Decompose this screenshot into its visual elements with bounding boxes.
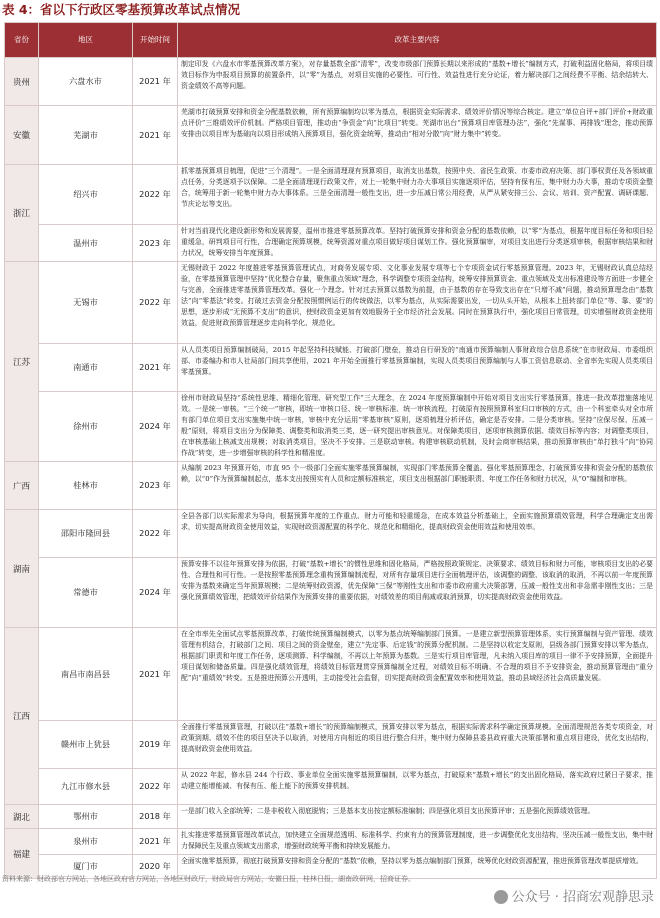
area-cell: 常德市 xyxy=(39,558,133,628)
table-row xyxy=(5,165,657,225)
year-cell: 2020 年 xyxy=(133,855,178,879)
table-row xyxy=(5,462,657,510)
content-cell: 芜湖市打破预算安排和资金分配基数依赖，所有预算编制均以零为基点，根据资金实际需求、绩效评价情况等综合核定。建立“单位自评+部门评价+财政重点评价”三维绩效评价机制。严格项目管理，推动由“争资金”向“比项目”转变。芜湖市出台“预算项目库管理办法”，强化“先谋事、再排钱”理念，推动预算安排由以项目库为基础向以项目形成纳入预算项目，强化资金统筹，推动由“相对分散”向“财力集中”转变。 xyxy=(178,106,657,165)
content-cell: 预算安排不以往年预算安排为依据，打破“基数+增长”的惯性思维和固化格局，严格按照政策规定、决策要求、绩效目标和财力可能，审核项目支出的必要性、合理性和可行性。一是按照零基预算理念重构预算编制流程，对所有存量项目进行全面梳理评估，该调整的调整、该取消的取消，不再以前一年度预算安排为基数来确定当年预算规模；二是统筹财政资源，优先保障“三保”等刚性支出和市委市政府重大决策部署，压减一般性支出和非急需非刚性支出；三是强化预算绩效管理，把绩效评价结果作为预算安排的重要依据，对绩效差的项目削减或取消预算，切实提高财政资金使用效益。 xyxy=(178,558,657,628)
area-cell: 九江市修水县 xyxy=(39,769,133,805)
year-cell: 2024 年 xyxy=(133,392,178,462)
year-cell: 2021 年 xyxy=(133,829,178,855)
province-cell: 江苏 xyxy=(5,262,39,462)
content-cell: 全县各部门以实际需求为导向，根据预算年度的工作重点、财力可能和轻重缓急，在成本效益分析基础上，全面实施预算绩效管理，科学合理确定支出需求，切实提高财政资金使用效益，实现财政资源配置的科学化、规范化和精细化，提高财政资金使用效益和使用效率。 xyxy=(178,510,657,558)
content-cell: 一是部门收入全部统筹；二是非税收入彻底脱钩；三是基本支出按定额标准编制；四是强化项目支出预算评审；五是强化预算绩效管理。 xyxy=(178,805,657,829)
province-cell: 贵州 xyxy=(5,58,39,106)
content-cell: 扎实推进零基预算管理改革试点，加快建立全面规范透明、标准科学、约束有力的预算管理制度，进一步调整优化支出结构，坚决压减一般性支出，集中财力保障民生及重点领域支出需求，增强财政统筹平衡和持续发展能力。 xyxy=(178,829,657,855)
table-row xyxy=(5,58,657,106)
province-cell: 广西 xyxy=(5,462,39,510)
year-cell: 2023 年 xyxy=(133,225,178,262)
year-cell: 2022 年 xyxy=(133,769,178,805)
table-row xyxy=(5,262,657,344)
year-cell: 2022 年 xyxy=(133,262,178,344)
area-cell: 泉州市 xyxy=(39,829,133,855)
header-province: 省份 xyxy=(5,23,39,58)
table-row xyxy=(5,510,657,558)
header-start-year: 开始时间 xyxy=(133,23,178,58)
watermark xyxy=(494,884,654,912)
province-cell: 浙江 xyxy=(5,165,39,262)
area-cell: 徐州市 xyxy=(39,392,133,462)
province-cell: 福建 xyxy=(5,829,39,879)
content-cell: 从编制 2023 年预算开始，市直 95 个一级部门全面实施零基预算编制，实现部门零基预算全覆盖。强化零基预算理念，打破预算安排和资金分配的基数依赖，以“0”作为预算编制起点，基本支出按照实有人员和定额标准核定，项目支出根据部门职能职责、年度工作任务和财力状况，从“0”编制和审核。 xyxy=(178,462,657,510)
table-title: 表 4：省以下行政区零基预算改革试点情况 xyxy=(2,2,241,17)
area-cell: 温州市 xyxy=(39,225,133,262)
table-row xyxy=(5,225,657,262)
year-cell: 2019 年 xyxy=(133,721,178,769)
table-row xyxy=(5,558,657,628)
year-cell: 2022 年 xyxy=(133,510,178,558)
year-cell: 2023 年 xyxy=(133,462,178,510)
content-cell: 从 2022 年起，修水县 244 个行政、事业单位全面实施零基预算编制，以零为基点，打破原来“基数+增长”的支出固化格局，落实政府过紧日子要求，推动建立能增能减、有保有压、能上能下的预算安排机制。 xyxy=(178,769,657,805)
area-cell: 厦门市 xyxy=(39,855,133,879)
table-row xyxy=(5,721,657,769)
watermark-text: 公众号 · 招商宏观静思录 xyxy=(511,890,654,905)
content-cell: 抓零基预算项目梳理，促进“三个清理”。一是全面清理现有预算项目，取消支出基数，按照中央、省民生政策、市委市政府决策、部门事权责任及各领域重点任务，分类逐项予以保障。二是全面清理现行政策文件，对上一轮集中财力办大事项目实施逐项评估，坚持有保有压，集中财力办大事，推动专项资金整合，统筹用于新一轮集中财力办大事体系。三是全面清理一般性支出，进一步压减日常公用经费，从严从紧安排三公、会议、培训、资产配置、调研课题、节庆论坛等支出。 xyxy=(178,165,657,225)
content-cell: 从人员类项目预算编制破局，2015 年起坚持科技赋能、打破部门壁垒，推动自行研发的“南通市预算编制人事财政综合信息系统”在市财政局、市委组织部、市委编办和市人社局部门间共享使用，2021 年开始全面推行零基预算编制，实现人员类项目预算编制与人事工资信息联动、全省率先实现人员类项目零基预算。 xyxy=(178,344,657,392)
area-cell: 赣州市上犹县 xyxy=(39,721,133,769)
table-row xyxy=(5,805,657,829)
source-note: 资料来源：财政部官方网站，各地区政府官方网站，各地区财政厅，财政局官方网站，安徽日报，桂林日报，湖南政研网，招商证券。 xyxy=(2,875,415,883)
content-cell: 徐州市财政局坚持“系统性思维、精细化管理、研究型工作”三大理念，在 2024 年度预算编制中开始对项目支出实行零基预算，推进一批改革措施落地见效。一是统一审核。“三个统一”审核，即统一审核口径、统一审核标准、统一审核流程，打破原有按照预算科室归口审核的方式，由一个科室牵头对全市所有部门单位项目支出实施集中统一审核，审核中充分运用“零基审核”原则，逐项梳理分析评估，确定是否安排。二是分类审核。坚持“应保尽保、压减一般”原则，将项目支出分为保障类、调整类和取消类三类，逐一研究提出审核意见。对保障类项目，逐项审核测算依据、绩效目标等内容；对调整类项目，在审核基础上核减支出规模；对取消类项目，坚决不予安排。三是联动审核。构建审核联动机制，及时会商审核结果，推动预算审核由“单打独斗”向“协同作战”转变，进一步增强审核的科学性和精准度。 xyxy=(178,392,657,462)
wechat-icon xyxy=(494,890,508,904)
year-cell: 2022 年 xyxy=(133,165,178,225)
area-cell: 南昌市南昌县 xyxy=(39,628,133,721)
content-cell: 全面实施零基预算，彻底打破预算安排和资金分配的“基数”依赖，坚持以零为基点编制部门预算，统筹优化财政资源配置，推进预算管理改革提质增效。 xyxy=(178,855,657,879)
area-cell: 南通市 xyxy=(39,344,133,392)
year-cell: 2021 年 xyxy=(133,344,178,392)
table-row xyxy=(5,106,657,165)
area-cell: 绍兴市 xyxy=(39,165,133,225)
table-row xyxy=(5,392,657,462)
province-cell: 江西 xyxy=(5,628,39,805)
content-cell: 在全市率先全面试点零基预算改革，打破传统预算编制模式，以零为基点统筹编制部门预算。一是建立新型预算管理体系，实行预算编制与资产管理、绩效管理有机结合，打破部门之间、项目之间的资金壁垒，建立“先定事、后定钱”的预算分配机制。二是坚持以收定支原则，县级各部门预算安排以零为基点，根据部门职责和年度工作任务，逐项测算、科学编制，不再以上年预算为基数。三是实行项目库管理，凡未纳入项目库的项目一律不予安排预算，全面提升项目谋划和储备质量。四是强化绩效管理，将绩效目标管理贯穿预算编制全过程，对绩效目标不明确、不合理的项目不予安排资金，推动预算管理由“重分配”向“重绩效”转变。五是推进预算公开透明，主动接受社会监督，切实提高财政资金配置效率和使用效益，推动县域经济社会高质量发展。 xyxy=(178,628,657,721)
content-cell: 全面推行零基预算管理，打破以往“基数+增长”的预算编制模式，预算安排以零为基点，根据实际需求科学确定预算规模。全面清理规范各类专项资金，对政策到期、绩效不佳的项目坚决予以取消，对使用方向相近的项目进行整合归并，集中财力保障县委县政府重大决策部署和重点项目建设，优化支出结构，提高财政资金使用效益。 xyxy=(178,721,657,769)
area-cell: 无锡市 xyxy=(39,262,133,344)
year-cell: 2021 年 xyxy=(133,106,178,165)
content-cell: 无锡财政于 2022 年度推进零基预算管理试点，对商务发展专项、文化事业发展专项等七个专项资金试行零基预算管理。2023 年，无锡财政认真总结经验，在零基预算管理中坚持“优化整合存量，聚焦重点领域”理念，科学调整专项资金结构，统筹安排预算资金、重点领域及支出标准建设等方面进一步健全与完善，全面推进零基预算管理改革。强化一个理念。针对过去预算以基数为前提，由于基数的存在导致支出存在“只增不减”问题，推动预算理念由“基数法”向“零基法”转变。打破过去资金分配按照惯例运行的传统做法，以零为基点，从实际需要出发，一切从头开始，从根本上扭转部门单位“等、靠、要”的思想，逐步形成“无预算不支出”的意识，使财政资金更加有效地服务于全市经济社会发展。同时在预算执行中，强化项目日常管理，切实增强财政资金使用效益，促进财政预算管理逐步走向科学化、规范化。 xyxy=(178,262,657,344)
area-cell: 六盘水市 xyxy=(39,58,133,106)
province-cell: 湖南 xyxy=(5,510,39,628)
year-cell: 2018 年 xyxy=(133,805,178,829)
header-area: 地区 xyxy=(39,23,133,58)
year-cell: 2021 年 xyxy=(133,58,178,106)
province-cell: 湖北 xyxy=(5,805,39,829)
year-cell: 2021 年 xyxy=(133,628,178,721)
area-cell: 芜湖市 xyxy=(39,106,133,165)
content-cell: 针对当前现代化建设新形势和发展需要，温州市推进零基预算改革。坚持打破预算安排和资金分配的基数依赖，以“零”为基点，根据年度目标任务和项目轻重缓急，研判项目可行性，合理确定预算规模，统筹资源对重点项目做好项目谋划工作。强化预算编审，对项目支出进行分类逐项审核，根据审核结果和财力状况，统筹安排当年度预算。 xyxy=(178,225,657,262)
province-cell: 安徽 xyxy=(5,106,39,165)
table-row xyxy=(5,344,657,392)
area-cell: 鄂州市 xyxy=(39,805,133,829)
content-cell: 制定印发《六盘水市零基预算改革方案》，对存量基数全部“清零”，改变市级部门预算长期以来形成的“基数+增长”编制方式，打破利益固化格局，将项目绩效目标作为申报项目预算的前置条件，以“零”为基点，对项目实施的必要性、可行性、效益性进行充分论证，着力解决部门之间经费不平衡、结余结转大、资金绩效不高等问题。 xyxy=(178,58,657,106)
year-cell: 2024 年 xyxy=(133,558,178,628)
table-row xyxy=(5,829,657,855)
pilot-table xyxy=(4,22,657,879)
table-row xyxy=(5,769,657,805)
area-cell: 邵阳市隆回县 xyxy=(39,510,133,558)
header-row xyxy=(5,23,657,58)
header-content: 改革主要内容 xyxy=(178,23,657,58)
area-cell: 桂林市 xyxy=(39,462,133,510)
table-row xyxy=(5,628,657,721)
